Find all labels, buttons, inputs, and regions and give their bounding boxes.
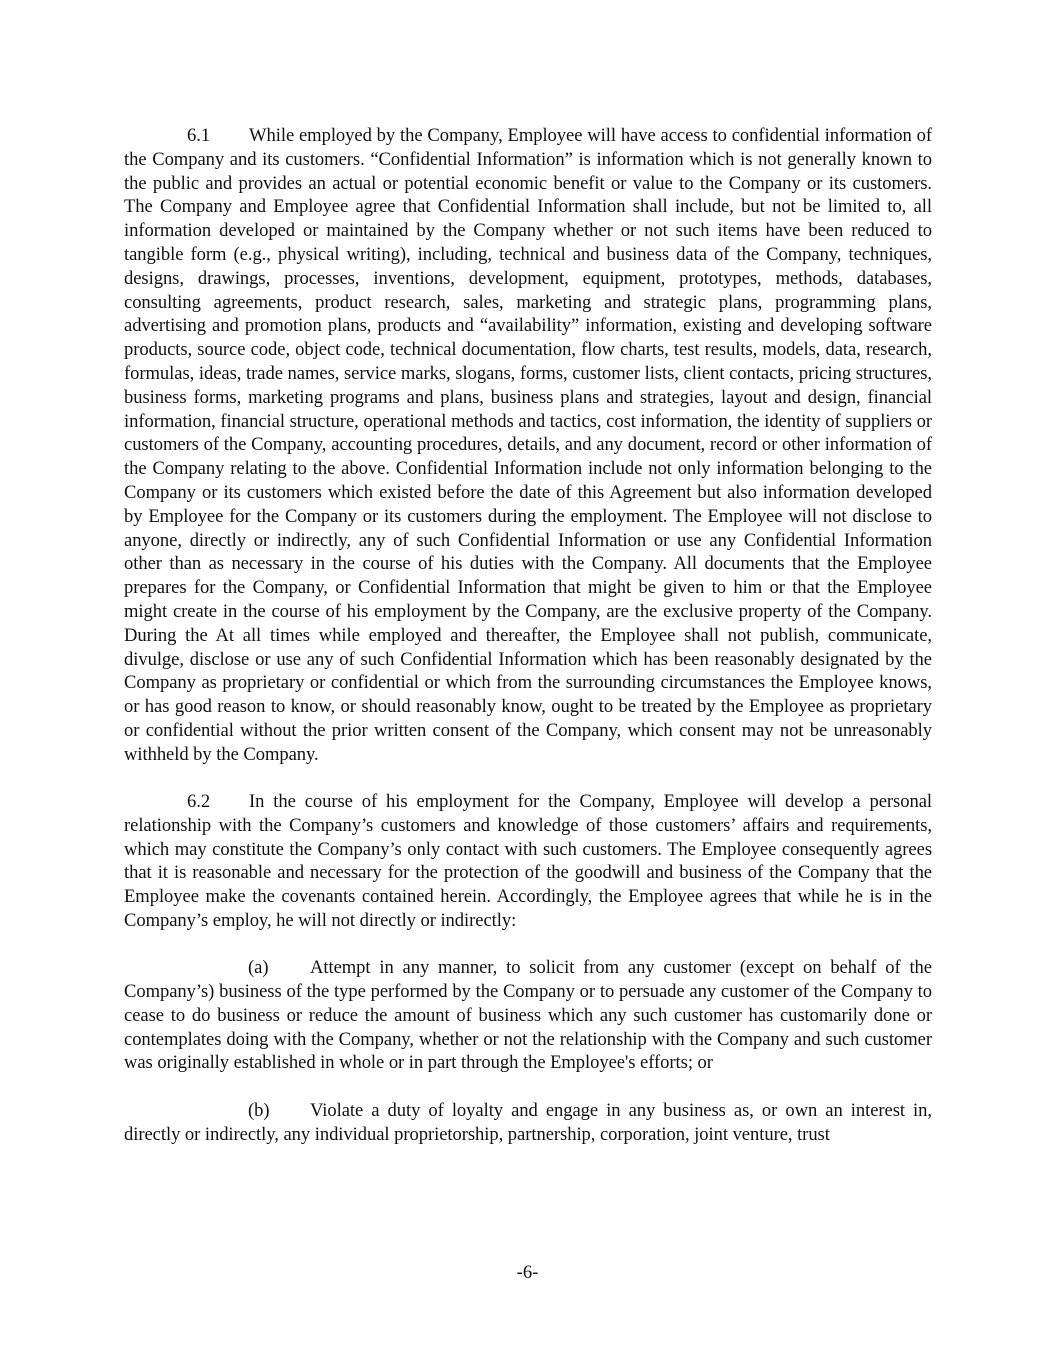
subsection-label: (a) [248,957,269,979]
subsection-text: Attempt in any manner, to solicit from any customer (except on behalf of the Company’s) business of the type performed by the Company or to persuade any customer of the Company to cease to do business or reduce the amount of business which any such customer has customarily done or contemplates doing with the Company, whether or not the relationship with the Company and such customer was originally established in whole or in part through the Employee's efforts; or [124,957,932,1074]
section-6-1 [124,124,932,767]
page-number: -6- [516,1262,539,1283]
subsection-text: Violate a duty of loyalty and engage in any business as, or own an interest in, directly or indirectly, any individual proprietorship, partnership, corporation, joint venture, trust [124,1099,932,1145]
document-page [124,124,932,1146]
section-number: 6.1 [187,125,211,146]
section-text: In the course of his employment for the Company, Employee will develop a personal relationship with the Company’s customers and knowledge of those customers’ affairs and requirements, which may constitute the Company’s only contact with such customers. The Employee consequently agrees that it is reasonable and necessary for the protection of the goodwill and business of the Company that the Employee make the covenants contained herein. Accordingly, the Employee agrees that while he is in the Company’s employ, he will not directly or indirectly: [124,791,932,931]
section-text: While employed by the Company, Employee will have access to confidential information of the Company and its customers. “Confidential Information” is information which is not generally known to the public and provides an actual or potential economic benefit or value to the Company or its customers. The Company and Employee agree that Confidential Information shall include, but not be limited to, all information developed or maintained by the Company whether or not such items have been reduced to tangible form (e.g., physical writing), including, technical and business data of the Company, techniques, designs, drawings, processes, inventions, development, equipment, prototypes, methods, databases, consulting agreements, product research, sales, marketing and strategic plans, programming plans, advertising and promotion plans, products and “availability” information, existing and developing software products, source code, object code, technical documentation, flow charts, test results, models, data, research, formulas, ideas, trade names, service marks, slogans, forms, customer lists, client contacts, pricing structures, business forms, marketing programs and plans, business plans and strategies, layout and design, financial information, financial structure, operational methods and tactics, cost information, the identity of suppliers or customers of the Company, accounting procedures, details, and any document, record or other information of the Company relating to the above. Confidential Information include not only information belonging to the Company or its customers which existed before the date of this Agreement but also information developed by Employee for the Company or its customers during the employment. The Employee will not disclose to anyone, directly or indirectly, any of such Confidential Information or use any Confidential Information other than as necessary in the course of his duties with the Company. All documents that the Employee prepares for the Company, or Confidential Information that might be given to him or that the Employee might create in the course of his employment by the Company, are the exclusive property of the Company. During the At all times while employed and thereafter, the Employee shall not publish, communicate, divulge, disclose or use any of such Confidential Information which has been reasonably designated by the Company as proprietary or confidential or which from the surrounding circumstances the Employee knows, or has good reason to know, or should reasonably know, ought to be treated by the Employee as proprietary or confidential without the prior written consent of the Company, which consent may not be unreasonably withheld by the Company. [124,125,932,765]
subsection-b [124,1099,932,1147]
section-number: 6.2 [187,791,211,813]
section-6-2 [124,790,932,933]
subsection-label: (b) [248,1099,270,1121]
subsection-a [124,956,932,1075]
